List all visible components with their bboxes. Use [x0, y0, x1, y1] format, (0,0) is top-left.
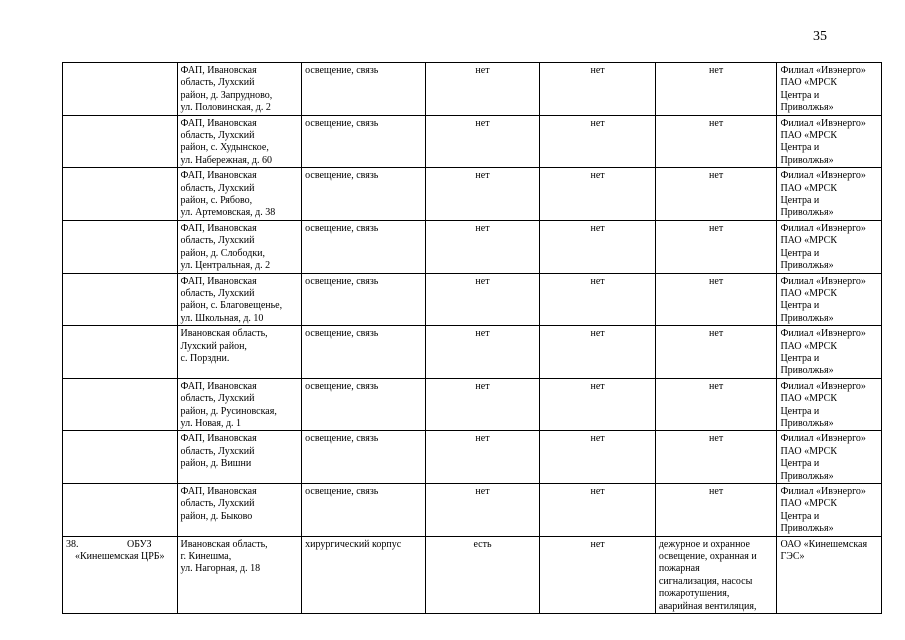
- address-line: район, д. Вишни: [180, 458, 252, 470]
- number-cell: [63, 484, 178, 537]
- organization-cell: [777, 63, 882, 116]
- column-a-cell: нет: [425, 273, 540, 326]
- column-a-cell: есть: [425, 536, 540, 613]
- address-line: ФАП, Ивановская: [180, 433, 257, 445]
- column-c-line: сигнализация, насосы: [658, 575, 753, 587]
- table-row: [63, 378, 882, 431]
- number-cell: [63, 115, 178, 168]
- address-line: с. Порздни.: [180, 352, 230, 364]
- column-c-cell: нет: [655, 484, 777, 537]
- column-c-cell: нет: [655, 115, 777, 168]
- address-cell: [177, 63, 302, 116]
- address-line: ФАП, Ивановская: [180, 65, 257, 76]
- organization-cell: [777, 168, 882, 221]
- entry-name-second: «Кинешемская ЦРБ»: [75, 551, 165, 563]
- table-row: [63, 326, 882, 379]
- address-line: ул. Новая, д. 1: [180, 417, 242, 429]
- column-b-cell: нет: [540, 326, 656, 379]
- column-c-cell: нет: [655, 220, 777, 273]
- address-line: Ивановская область,: [180, 538, 268, 550]
- page-number: 35: [813, 29, 827, 44]
- column-a-cell: нет: [425, 431, 540, 484]
- org-line: ПАО «МРСК: [780, 235, 838, 247]
- column-a-cell: нет: [425, 168, 540, 221]
- number-cell: [63, 273, 178, 326]
- org-line: Центра и: [780, 352, 820, 364]
- address-line: область, Лухский: [180, 182, 255, 194]
- org-line: Приволжья»: [780, 154, 834, 166]
- column-a-cell: нет: [425, 484, 540, 537]
- address-cell: [177, 431, 302, 484]
- address-line: область, Лухский: [180, 130, 255, 142]
- object-cell: освещение, связь: [302, 431, 426, 484]
- column-c-cell: нет: [655, 378, 777, 431]
- column-b-cell: нет: [540, 431, 656, 484]
- table-body: [63, 63, 882, 614]
- table-row: [63, 63, 882, 116]
- column-b-cell: нет: [540, 273, 656, 326]
- org-line: Филиал «Ивэнерго»: [780, 170, 866, 182]
- entry-number: 38.: [66, 538, 79, 550]
- table-row: [63, 220, 882, 273]
- address-line: ФАП, Ивановская: [180, 222, 257, 234]
- number-cell: [63, 63, 178, 116]
- org-line: Филиал «Ивэнерго»: [780, 275, 866, 287]
- column-a-cell: нет: [425, 115, 540, 168]
- org-line: ПАО «МРСК: [780, 445, 838, 457]
- org-line: Центра и: [780, 195, 820, 207]
- number-cell: [63, 326, 178, 379]
- address-line: ул. Набережная, д. 60: [180, 154, 272, 166]
- column-c-cell: нет: [655, 431, 777, 484]
- address-cell: [177, 115, 302, 168]
- column-c-cell: нет: [655, 63, 777, 116]
- entry-number-line: [66, 539, 174, 551]
- org-line: Филиал «Ивэнерго»: [780, 65, 866, 76]
- address-line: область, Лухский: [180, 77, 255, 89]
- column-c-line: дежурное и охранное: [658, 538, 750, 550]
- organization-cell: [777, 484, 882, 537]
- address-line: ФАП, Ивановская: [180, 170, 257, 182]
- address-line: ул. Артемовская, д. 38: [180, 207, 276, 219]
- org-line: ПАО «МРСК: [780, 77, 838, 89]
- org-line: ОАО «Кинешемская: [780, 538, 868, 550]
- address-line: ФАП, Ивановская: [180, 275, 257, 287]
- org-line: Филиал «Ивэнерго»: [780, 433, 866, 445]
- column-b-cell: нет: [540, 220, 656, 273]
- column-c-cell: нет: [655, 273, 777, 326]
- org-line: ГЭС»: [780, 551, 805, 563]
- address-line: Ивановская область,: [180, 328, 268, 340]
- org-line: Центра и: [780, 405, 820, 417]
- column-c-line: пожаротушения,: [658, 588, 730, 600]
- column-b-cell: нет: [540, 378, 656, 431]
- org-line: Центра и: [780, 89, 820, 101]
- column-c-cell: [655, 536, 777, 613]
- org-line: Центра и: [780, 510, 820, 522]
- org-line: Филиал «Ивэнерго»: [780, 222, 866, 234]
- column-b-cell: нет: [540, 115, 656, 168]
- column-c-line: аварийная вентиляция,: [658, 600, 757, 612]
- address-line: ул. Школьная, д. 10: [180, 312, 264, 324]
- number-cell: [63, 378, 178, 431]
- org-line: ПАО «МРСК: [780, 182, 838, 194]
- address-cell: [177, 378, 302, 431]
- table-row: [63, 273, 882, 326]
- org-line: ПАО «МРСК: [780, 340, 838, 352]
- column-a-cell: нет: [425, 378, 540, 431]
- organization-cell: [777, 115, 882, 168]
- address-line: район, с. Худынское,: [180, 142, 269, 154]
- column-b-cell: нет: [540, 536, 656, 613]
- org-line: Приволжья»: [780, 417, 834, 429]
- column-a-cell: нет: [425, 63, 540, 116]
- object-cell: освещение, связь: [302, 378, 426, 431]
- object-cell: освещение, связь: [302, 63, 426, 116]
- address-line: г. Кинешма,: [180, 551, 232, 563]
- org-line: Приволжья»: [780, 365, 834, 377]
- table-row: [63, 115, 882, 168]
- column-a-cell: нет: [425, 220, 540, 273]
- column-b-cell: нет: [540, 484, 656, 537]
- org-line: ПАО «МРСК: [780, 393, 838, 405]
- address-line: район, д. Запрудново,: [180, 89, 273, 101]
- address-line: ФАП, Ивановская: [180, 117, 257, 129]
- organization-cell: [777, 431, 882, 484]
- address-line: ФАП, Ивановская: [180, 380, 257, 392]
- column-b-cell: нет: [540, 63, 656, 116]
- column-b-cell: нет: [540, 168, 656, 221]
- object-cell: освещение, связь: [302, 326, 426, 379]
- object-cell: освещение, связь: [302, 273, 426, 326]
- object-cell: освещение, связь: [302, 115, 426, 168]
- org-line: Приволжья»: [780, 470, 834, 482]
- org-line: Приволжья»: [780, 523, 834, 535]
- org-line: ПАО «МРСК: [780, 498, 838, 510]
- address-line: район, д. Быково: [180, 510, 253, 522]
- org-line: Приволжья»: [780, 312, 834, 324]
- object-cell: освещение, связь: [302, 484, 426, 537]
- object-cell: освещение, связь: [302, 168, 426, 221]
- address-line: область, Лухский: [180, 445, 255, 457]
- address-cell: [177, 536, 302, 613]
- org-line: Центра и: [780, 142, 820, 154]
- organization-cell: [777, 220, 882, 273]
- object-cell: освещение, связь: [302, 220, 426, 273]
- org-line: Филиал «Ивэнерго»: [780, 380, 866, 392]
- address-cell: [177, 220, 302, 273]
- org-line: ПАО «МРСК: [780, 287, 838, 299]
- address-cell: [177, 273, 302, 326]
- org-line: Центра и: [780, 247, 820, 259]
- address-line: область, Лухский: [180, 393, 255, 405]
- table-row: [63, 484, 882, 537]
- org-line: Приволжья»: [780, 207, 834, 219]
- address-cell: [177, 168, 302, 221]
- column-a-cell: нет: [425, 326, 540, 379]
- table-row: [63, 168, 882, 221]
- number-cell: [63, 536, 178, 613]
- org-line: Филиал «Ивэнерго»: [780, 486, 866, 497]
- column-c-cell: нет: [655, 326, 777, 379]
- number-cell: [63, 220, 178, 273]
- number-cell: [63, 431, 178, 484]
- org-line: ПАО «МРСК: [780, 130, 838, 142]
- address-line: район, д. Слободки,: [180, 247, 266, 259]
- column-c-line: пожарная: [658, 563, 700, 575]
- number-cell: [63, 168, 178, 221]
- table-row-entry-38: [63, 536, 882, 613]
- column-c-line: освещение, охранная и: [658, 551, 757, 563]
- address-cell: [177, 484, 302, 537]
- document-table: [62, 62, 882, 614]
- organization-cell: [777, 536, 882, 613]
- org-line: Филиал «Ивэнерго»: [780, 117, 866, 129]
- object-cell: хирургический корпус: [302, 536, 426, 613]
- org-line: Филиал «Ивэнерго»: [780, 328, 866, 340]
- address-line: ул. Половинская, д. 2: [180, 102, 271, 114]
- org-line: Центра и: [780, 300, 820, 312]
- address-cell: [177, 326, 302, 379]
- address-line: район, д. Русиновская,: [180, 405, 277, 417]
- address-line: область, Лухский: [180, 235, 255, 247]
- org-line: Приволжья»: [780, 260, 834, 272]
- column-c-cell: нет: [655, 168, 777, 221]
- table-row: [63, 431, 882, 484]
- org-line: Центра и: [780, 458, 820, 470]
- address-line: ул. Центральная, д. 2: [180, 260, 271, 272]
- organization-cell: [777, 273, 882, 326]
- address-line: ул. Нагорная, д. 18: [180, 563, 261, 575]
- organization-cell: [777, 378, 882, 431]
- address-line: область, Лухский: [180, 498, 255, 510]
- address-line: область, Лухский: [180, 287, 255, 299]
- address-line: ФАП, Ивановская: [180, 486, 257, 497]
- organization-cell: [777, 326, 882, 379]
- entry-name-first: ОБУЗ: [126, 538, 152, 550]
- org-line: Приволжья»: [780, 102, 834, 114]
- address-line: Лухский район,: [180, 340, 247, 352]
- address-line: район, с. Благовещенье,: [180, 300, 283, 312]
- address-line: район, с. Рябово,: [180, 195, 253, 207]
